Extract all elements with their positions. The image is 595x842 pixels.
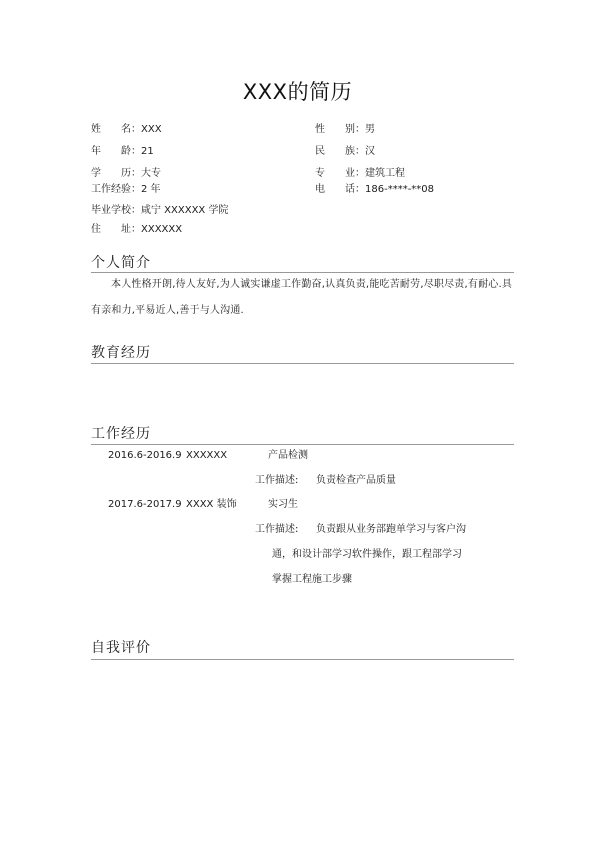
- school-label: 毕业学校：: [91, 205, 141, 216]
- info-experience: [91, 183, 161, 197]
- section-divider: [91, 444, 514, 445]
- major-value: 建筑工程: [365, 168, 405, 179]
- section-title-self-evaluation: 自我评价: [91, 640, 151, 656]
- section-title-intro: 个人简介: [91, 255, 151, 271]
- age-value: 21: [141, 146, 154, 157]
- info-gender: [315, 123, 375, 137]
- work-2-company: XXXX 装饰: [186, 499, 237, 510]
- section-title-work: 工作经历: [91, 426, 151, 442]
- work-2-position: 实习生: [268, 499, 298, 510]
- gender-label: 性 别：: [315, 124, 365, 135]
- info-education: [91, 167, 161, 181]
- info-ethnicity: [315, 145, 375, 159]
- info-major: [315, 167, 405, 181]
- gender-value: 男: [365, 124, 375, 135]
- school-value: 咸宁 XXXXXX 学院: [141, 205, 229, 216]
- experience-label: 工作经验：: [91, 184, 141, 195]
- work-1-position: 产品检测: [268, 450, 308, 461]
- experience-value: 2 年: [141, 184, 161, 195]
- work-2-desc-line: 负责跟从业务部跑单学习与客户沟: [316, 524, 466, 535]
- work-1-company: XXXXXX: [186, 450, 228, 461]
- info-address: [91, 223, 182, 237]
- section-divider: [91, 363, 514, 364]
- phone-value: 186-****-**08: [365, 184, 435, 195]
- ethnicity-value: 汉: [365, 146, 375, 157]
- address-value: XXXXXX: [141, 224, 183, 235]
- address-label: 住 址：: [91, 224, 141, 235]
- work-1-period: 2016.6-2016.9: [108, 450, 182, 461]
- section-divider: [91, 659, 514, 660]
- phone-label: 电 话：: [315, 184, 365, 195]
- name-value: XXX: [141, 124, 162, 135]
- major-label: 专 业：: [315, 168, 365, 179]
- info-school: [91, 204, 228, 218]
- work-2-desc-line: 通，和设计部学习软件操作，跟工程部学习: [272, 549, 462, 560]
- education-value: 大专: [141, 168, 161, 179]
- info-age: [91, 145, 154, 159]
- work-1-desc-label: 工作描述:: [255, 475, 299, 486]
- resume-title: XXX的简历: [242, 80, 353, 104]
- work-2-desc-label: 工作描述:: [255, 524, 299, 535]
- work-1-desc-line: 负责检查产品质量: [316, 475, 396, 486]
- work-2-period: 2017.6-2017.9: [108, 499, 182, 510]
- section-title-education: 教育经历: [91, 345, 151, 361]
- education-label: 学 历：: [91, 168, 141, 179]
- ethnicity-label: 民 族：: [315, 146, 365, 157]
- age-label: 年 龄：: [91, 146, 141, 157]
- info-name: [91, 123, 162, 137]
- name-label: 姓 名：: [91, 124, 141, 135]
- work-2-desc-line: 掌握工程施工步骤: [272, 574, 352, 585]
- info-phone: [315, 183, 434, 197]
- intro-paragraph: 本人性格开朗,待人友好,为人诚实谦虚工作勤奋,认真负责,能吃苦耐劳,尽职尽责,有耐心.具有亲和力,平易近人,善于与人沟通.: [91, 279, 513, 316]
